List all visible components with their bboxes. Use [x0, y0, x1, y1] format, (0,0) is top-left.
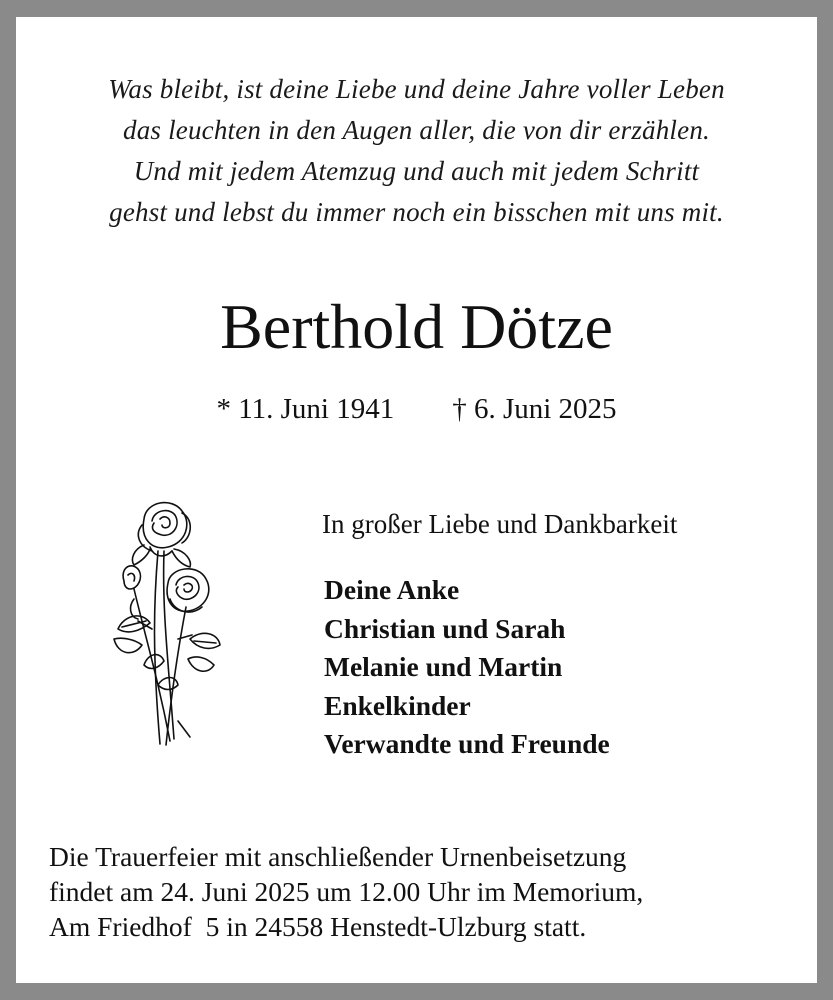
deceased-name: Berthold Dötze	[220, 291, 613, 362]
death-date: † 6. Juni 2025	[452, 393, 617, 425]
mourners-intro: In großer Liebe und Dankbarkeit	[322, 509, 678, 539]
mourner-name: Christian und Sarah	[324, 612, 566, 644]
mourner-name: Verwandte und Freunde	[324, 728, 610, 759]
service-line: Die Trauerfeier mit anschließender Urnenbeisetzung	[49, 841, 627, 872]
life-dates	[16, 389, 817, 429]
poem-line: das leuchten in den Augen aller, die von dir erzählen.	[123, 115, 710, 145]
poem-line: gehst und lebst du immer noch ein bisschen mit uns mit.	[109, 197, 724, 227]
mourners-list	[324, 571, 610, 764]
service-line: findet am 24. Juni 2025 um 12.00 Uhr im Memorium,	[49, 876, 644, 907]
mourner-name: Deine Anke	[324, 574, 460, 605]
memorial-poem	[16, 69, 817, 233]
mourner-name: Melanie und Martin	[324, 651, 563, 682]
funeral-service-notice	[49, 839, 643, 944]
mourner-name: Enkelkinder	[324, 689, 471, 721]
poem-line: Und mit jedem Atemzug und auch mit jedem Schritt	[133, 156, 700, 186]
obituary-card	[16, 17, 817, 983]
birth-date: * 11. Juni 1941	[216, 393, 395, 425]
poem-line: Was bleibt, ist deine Liebe und deine Jahre voller Leben	[108, 74, 725, 104]
service-line: Am Friedhof 5 in 24558 Henstedt-Ulzburg statt.	[49, 911, 587, 942]
rose-bouquet-icon	[94, 489, 224, 749]
